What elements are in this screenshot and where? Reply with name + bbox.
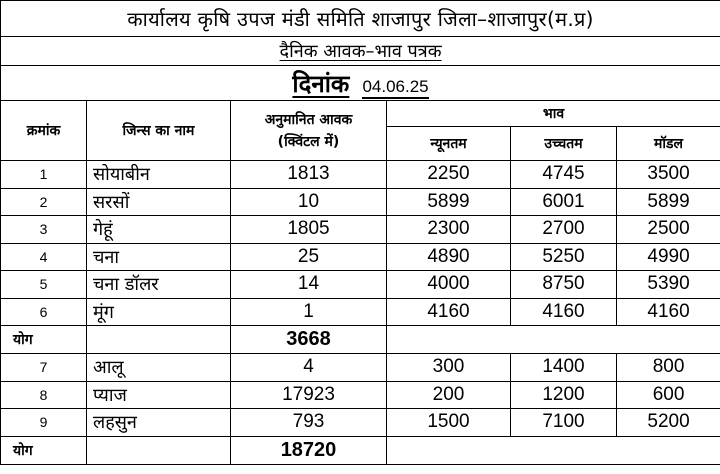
total-empty-price-cells <box>387 436 720 464</box>
arrival-quantity-cell: 10 <box>231 188 387 216</box>
column-max: उच्चतम <box>511 127 617 161</box>
max-price-cell: 6001 <box>511 188 617 216</box>
model-price-cell: 800 <box>617 354 720 382</box>
column-price-group: भाव <box>387 101 720 127</box>
crop-name-cell: मूंग <box>87 298 231 326</box>
column-serial: क्रमांक <box>1 101 87 161</box>
crop-name-cell: सोयाबीन <box>87 161 231 189</box>
total-empty-cell <box>87 436 231 464</box>
min-price-cell: 1500 <box>387 409 511 437</box>
crop-name-cell: प्याज <box>87 381 231 409</box>
column-arrival <box>231 101 387 161</box>
table-row <box>1 381 720 409</box>
arrival-quantity-cell: 4 <box>231 354 387 382</box>
max-price-cell: 1400 <box>511 354 617 382</box>
table-row <box>1 216 720 244</box>
min-price-cell: 4160 <box>387 298 511 326</box>
model-price-cell: 4160 <box>617 298 720 326</box>
min-price-cell: 2250 <box>387 161 511 189</box>
report-subtitle <box>1 37 720 66</box>
table-row <box>1 188 720 216</box>
total-empty-cell <box>87 326 231 354</box>
table-row <box>1 271 720 299</box>
arrival-quantity-cell: 25 <box>231 243 387 271</box>
min-price-cell: 5899 <box>387 188 511 216</box>
max-price-cell: 2700 <box>511 216 617 244</box>
office-title: कार्यालय कृषि उपज मंडी समिति शाजापुर जिला–शाजापुर(म.प्र) <box>1 1 720 37</box>
column-arrival-line2: (क्विंटल में) <box>277 133 340 150</box>
date-row <box>1 66 720 101</box>
arrival-quantity-cell: 793 <box>231 409 387 437</box>
serial-number-cell: 7 <box>1 354 87 382</box>
model-price-cell: 3500 <box>617 161 720 189</box>
crop-name-cell: चना <box>87 243 231 271</box>
arrival-quantity-cell: 17923 <box>231 381 387 409</box>
total-empty-price-cells <box>387 326 720 354</box>
serial-number-cell: 4 <box>1 243 87 271</box>
table-row <box>1 298 720 326</box>
date-label: दिनांक <box>292 69 350 98</box>
column-model: मॉडल <box>617 127 720 161</box>
max-price-cell: 8750 <box>511 271 617 299</box>
crop-name-cell: लहसुन <box>87 409 231 437</box>
crop-name-cell: सरसों <box>87 188 231 216</box>
min-price-cell: 200 <box>387 381 511 409</box>
total-label-group1: योग <box>1 326 87 354</box>
max-price-cell: 1200 <box>511 381 617 409</box>
crop-name-cell: आलू <box>87 354 231 382</box>
date-value: 04.06.25 <box>362 77 428 99</box>
table-row <box>1 243 720 271</box>
serial-number-cell: 8 <box>1 381 87 409</box>
serial-number-cell: 3 <box>1 216 87 244</box>
max-price-cell: 7100 <box>511 409 617 437</box>
arrival-quantity-cell: 1 <box>231 298 387 326</box>
column-crop: जिन्स का नाम <box>87 101 231 161</box>
report-subtitle-text: दैनिक आवक–भाव पत्रक <box>279 41 442 62</box>
model-price-cell: 5899 <box>617 188 720 216</box>
arrival-quantity-cell: 1813 <box>231 161 387 189</box>
crop-name-cell: चना डॉलर <box>87 271 231 299</box>
total-arrival-group1: 3668 <box>231 326 387 354</box>
serial-number-cell: 9 <box>1 409 87 437</box>
table-row <box>1 409 720 437</box>
min-price-cell: 4000 <box>387 271 511 299</box>
arrival-quantity-cell: 1805 <box>231 216 387 244</box>
serial-number-cell: 1 <box>1 161 87 189</box>
table-row <box>1 354 720 382</box>
arrival-quantity-cell: 14 <box>231 271 387 299</box>
table-row <box>1 161 720 189</box>
serial-number-cell: 2 <box>1 188 87 216</box>
model-price-cell: 600 <box>617 381 720 409</box>
model-price-cell: 4990 <box>617 243 720 271</box>
model-price-cell: 5390 <box>617 271 720 299</box>
model-price-cell: 2500 <box>617 216 720 244</box>
total-arrival-group2: 18720 <box>231 436 387 464</box>
model-price-cell: 5200 <box>617 409 720 437</box>
serial-number-cell: 6 <box>1 298 87 326</box>
max-price-cell: 4160 <box>511 298 617 326</box>
column-min: न्यूनतम <box>387 127 511 161</box>
max-price-cell: 5250 <box>511 243 617 271</box>
column-arrival-line1: अनुमानित आवक <box>264 111 353 128</box>
crop-name-cell: गेहूं <box>87 216 231 244</box>
serial-number-cell: 5 <box>1 271 87 299</box>
min-price-cell: 300 <box>387 354 511 382</box>
min-price-cell: 2300 <box>387 216 511 244</box>
total-label-group2: योग <box>1 436 87 464</box>
max-price-cell: 4745 <box>511 161 617 189</box>
min-price-cell: 4890 <box>387 243 511 271</box>
